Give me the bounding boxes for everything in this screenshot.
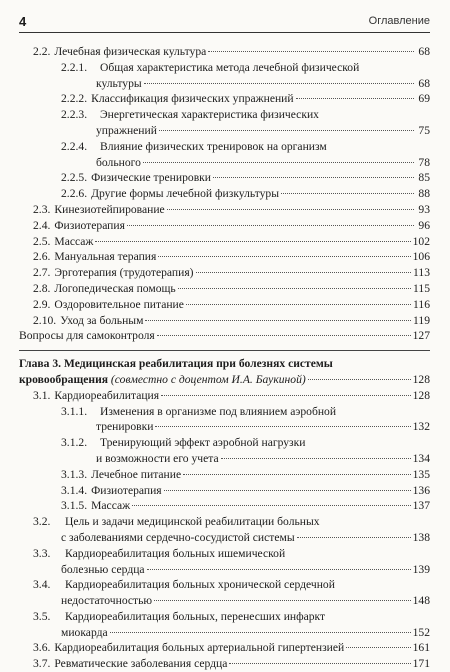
toc-entry-number: 3.7. xyxy=(33,657,51,671)
toc-entry-number: 3.1.1. xyxy=(61,404,88,418)
dot-leader xyxy=(127,225,414,226)
toc-entry-title: Кардиореабилитация больных, перенесших инфаркт xyxy=(65,609,326,623)
toc-entry-title-cont: с заболеваниями сердечно-сосудистой системы xyxy=(61,530,295,544)
toc-entry-number: 2.2.5. xyxy=(61,171,88,185)
toc-entry-title: Мануальная терапия xyxy=(54,250,157,264)
toc-entry-page: 138 xyxy=(412,530,430,544)
toc-entry-page: 75 xyxy=(418,123,430,137)
toc-entry-title: Массаж xyxy=(91,499,131,513)
toc-entry-page: 116 xyxy=(413,297,430,311)
toc-entry-page: 127 xyxy=(412,329,430,343)
toc-entry-page: 78 xyxy=(418,155,430,169)
toc-entry-title: Цель и задачи медицинской реабилитации больных xyxy=(65,515,320,529)
dot-leader xyxy=(308,379,411,380)
chapter-title-line1: Глава 3. Медицинская реабилитация при болезнях системы xyxy=(19,357,333,371)
dot-leader xyxy=(186,304,411,305)
toc-entry-title-cont: недостаточностью xyxy=(61,594,153,608)
dot-leader xyxy=(147,569,411,570)
toc-entry-page: 115 xyxy=(413,281,430,295)
toc-entry-title-cont: упражнений xyxy=(96,123,157,137)
toc-entry-number: 3.1.3. xyxy=(61,467,88,481)
toc-entry-title-cont: больного xyxy=(96,155,141,169)
toc-entry-number: 2.5. xyxy=(33,234,51,248)
dot-leader xyxy=(296,98,414,99)
toc-entry-page: 88 xyxy=(418,187,430,201)
toc-entry xyxy=(19,91,430,107)
toc-entry-title: Оздоровительное питание xyxy=(54,297,184,311)
dot-leader xyxy=(208,51,414,52)
toc-entry xyxy=(19,297,430,313)
dot-leader xyxy=(161,395,411,396)
toc-entry-title-cont: тренировки xyxy=(96,420,154,434)
toc-entry-number: 3.4. xyxy=(33,578,51,592)
toc-entry xyxy=(19,609,430,641)
toc-entry-title: Кардиореабилитация xyxy=(54,388,160,402)
toc-entry-number: 2.2.2. xyxy=(61,92,88,106)
toc-entry-number: 2.10. xyxy=(33,313,57,327)
dot-leader xyxy=(281,193,414,194)
dot-leader xyxy=(221,458,411,459)
toc-entry-page: 93 xyxy=(418,202,430,216)
page-header xyxy=(19,12,430,33)
toc-entry xyxy=(19,328,430,344)
toc-entry-page: 136 xyxy=(412,483,430,497)
page-number: 4 xyxy=(19,14,27,29)
toc-entry-page: 102 xyxy=(412,234,430,248)
toc-entry-page: 96 xyxy=(418,218,430,232)
toc-entry-number: 2.2.6. xyxy=(61,187,88,201)
toc-entry-page: 69 xyxy=(418,92,430,106)
toc-entry-title: Лечебное питание xyxy=(91,467,182,481)
toc-entry-number: 3.5. xyxy=(33,609,51,623)
toc-entry-number: 2.4. xyxy=(33,218,51,232)
toc-entry-page: 171 xyxy=(412,657,430,671)
toc-entry-number: 3.1.2. xyxy=(61,436,88,450)
toc-entry-title: Влияние физических тренировок на организм xyxy=(100,139,327,153)
toc-entry xyxy=(19,249,430,265)
toc-entry xyxy=(19,281,430,297)
toc-entry xyxy=(19,514,430,546)
dot-leader xyxy=(297,537,411,538)
dot-leader xyxy=(95,241,410,242)
toc-entry-page: 148 xyxy=(412,594,430,608)
toc-entry xyxy=(19,577,430,609)
dot-leader xyxy=(346,647,410,648)
toc-entry-page: 139 xyxy=(412,562,430,576)
toc-entry xyxy=(19,483,430,499)
toc-entry-number: 3.1.4. xyxy=(61,483,88,497)
toc-entry-title: Изменения в организме под влиянием аэробной xyxy=(100,404,337,418)
toc-entry-number: 2.2.3. xyxy=(61,108,88,122)
toc-entry-title-cont: и возможности его учета xyxy=(96,451,219,465)
toc-entry-title: Уход за больным xyxy=(60,313,144,327)
toc-entry xyxy=(19,467,430,483)
toc-entry-number: 3.1. xyxy=(33,388,51,402)
toc-entry xyxy=(19,435,430,467)
toc-entry-title: Кардиореабилитация больных хронической сердечной xyxy=(65,578,335,592)
dot-leader xyxy=(155,426,410,427)
dot-leader xyxy=(144,83,414,84)
toc-entry-page: 132 xyxy=(412,420,430,434)
chapter-divider xyxy=(19,350,430,351)
toc-entry-number: 2.7. xyxy=(33,266,51,280)
toc-entry-page: 68 xyxy=(418,45,430,58)
toc-entry-page: 152 xyxy=(412,625,430,639)
dot-leader xyxy=(229,663,410,664)
dot-leader xyxy=(132,505,410,506)
dot-leader xyxy=(167,209,414,210)
toc-entry-title: Общая характеристика метода лечебной физической xyxy=(100,60,360,74)
toc-entry-page: 113 xyxy=(413,266,430,280)
chapter-3-heading xyxy=(19,356,430,388)
toc-entry-page: 119 xyxy=(413,313,430,327)
chapter-title-line2: кровообращения xyxy=(19,372,109,386)
toc-section-chapter-2 xyxy=(19,44,430,344)
toc-entry-number: 2.6. xyxy=(33,250,51,264)
toc-entry-number: 3.2. xyxy=(33,515,51,529)
toc-entry xyxy=(19,498,430,514)
toc-entry-title: Лечебная физическая культура xyxy=(54,45,207,58)
toc-section-chapter-3 xyxy=(19,388,430,672)
dot-leader xyxy=(157,335,411,336)
toc-entry-number: 2.2. xyxy=(33,45,51,58)
dot-leader xyxy=(145,320,411,321)
toc-entry-page: 137 xyxy=(412,499,430,513)
toc-entry-title-cont: болезнью сердца xyxy=(61,562,145,576)
dot-leader xyxy=(143,162,414,163)
toc-entry-title: Логопедическая помощь xyxy=(54,281,176,295)
dot-leader xyxy=(178,288,411,289)
toc-entry-page: 134 xyxy=(412,451,430,465)
toc-entry-title: Ревматические заболевания сердца xyxy=(54,657,228,671)
dot-leader xyxy=(158,256,410,257)
chapter-coauthor: (совместно с доцентом И.А. Баукиной) xyxy=(108,372,306,386)
toc-entry xyxy=(19,313,430,329)
toc-entry-title-cont: культуры xyxy=(96,76,142,90)
toc-entry xyxy=(19,107,430,139)
toc-entry-number: 2.8. xyxy=(33,281,51,295)
toc-entry-number: 2.9. xyxy=(33,297,51,311)
toc-entry xyxy=(19,139,430,171)
toc-entry-title: Массаж xyxy=(54,234,94,248)
toc-entry xyxy=(19,404,430,436)
toc-entry-page: 85 xyxy=(418,171,430,185)
toc-entry-title: Эрготерапия (трудотерапия) xyxy=(54,266,194,280)
table-of-contents xyxy=(19,44,430,672)
toc-entry-number: 2.2.4. xyxy=(61,139,88,153)
toc-entry-title: Физические тренировки xyxy=(91,171,211,185)
toc-entry xyxy=(19,60,430,92)
toc-entry xyxy=(19,265,430,281)
toc-entry-page: 128 xyxy=(412,388,430,402)
toc-entry-page: 135 xyxy=(412,467,430,481)
dot-leader xyxy=(110,632,411,633)
toc-entry xyxy=(19,218,430,234)
toc-entry-title: Классификация физических упражнений xyxy=(91,92,294,106)
toc-entry-title: Другие формы лечебной физкультуры xyxy=(91,187,280,201)
toc-entry-number: 2.2.1. xyxy=(61,60,88,74)
toc-entry-title: Кардиореабилитация больных артериальной гипертензией xyxy=(54,641,345,655)
toc-entry-title: Физиотерапия xyxy=(91,483,162,497)
running-head: Оглавление xyxy=(368,15,430,27)
toc-entry-title-cont: миокарда xyxy=(61,625,108,639)
toc-entry-title: Кардиореабилитация больных ишемической xyxy=(65,546,286,560)
toc-entry-title: Физиотерапия xyxy=(54,218,125,232)
toc-entry xyxy=(19,186,430,202)
dot-leader xyxy=(154,600,411,601)
dot-leader xyxy=(164,490,411,491)
toc-entry-title: Энергетическая характеристика физических xyxy=(100,108,319,122)
toc-entry xyxy=(19,656,430,672)
dot-leader xyxy=(196,272,412,273)
toc-entry-number: 2.3. xyxy=(33,202,51,216)
toc-entry-title: Кинезиотейпирование xyxy=(54,202,165,216)
toc-entry xyxy=(19,44,430,60)
toc-entry-title: Тренирующий эффект аэробной нагрузки xyxy=(100,436,306,450)
toc-entry xyxy=(19,388,430,404)
chapter-page: 128 xyxy=(412,372,430,386)
toc-entry xyxy=(19,640,430,656)
dot-leader xyxy=(159,130,414,131)
dot-leader xyxy=(183,474,410,475)
toc-entry-title: Вопросы для самоконтроля xyxy=(19,329,155,343)
toc-entry xyxy=(19,234,430,250)
toc-entry-number: 3.3. xyxy=(33,546,51,560)
toc-entry-number: 3.1.5. xyxy=(61,499,88,513)
toc-entry-page: 68 xyxy=(418,76,430,90)
toc-entry-number: 3.6. xyxy=(33,641,51,655)
toc-entry-page: 161 xyxy=(412,641,430,655)
toc-entry-page: 106 xyxy=(412,250,430,264)
toc-entry xyxy=(19,546,430,578)
toc-entry xyxy=(19,170,430,186)
dot-leader xyxy=(213,177,414,178)
toc-entry xyxy=(19,202,430,218)
